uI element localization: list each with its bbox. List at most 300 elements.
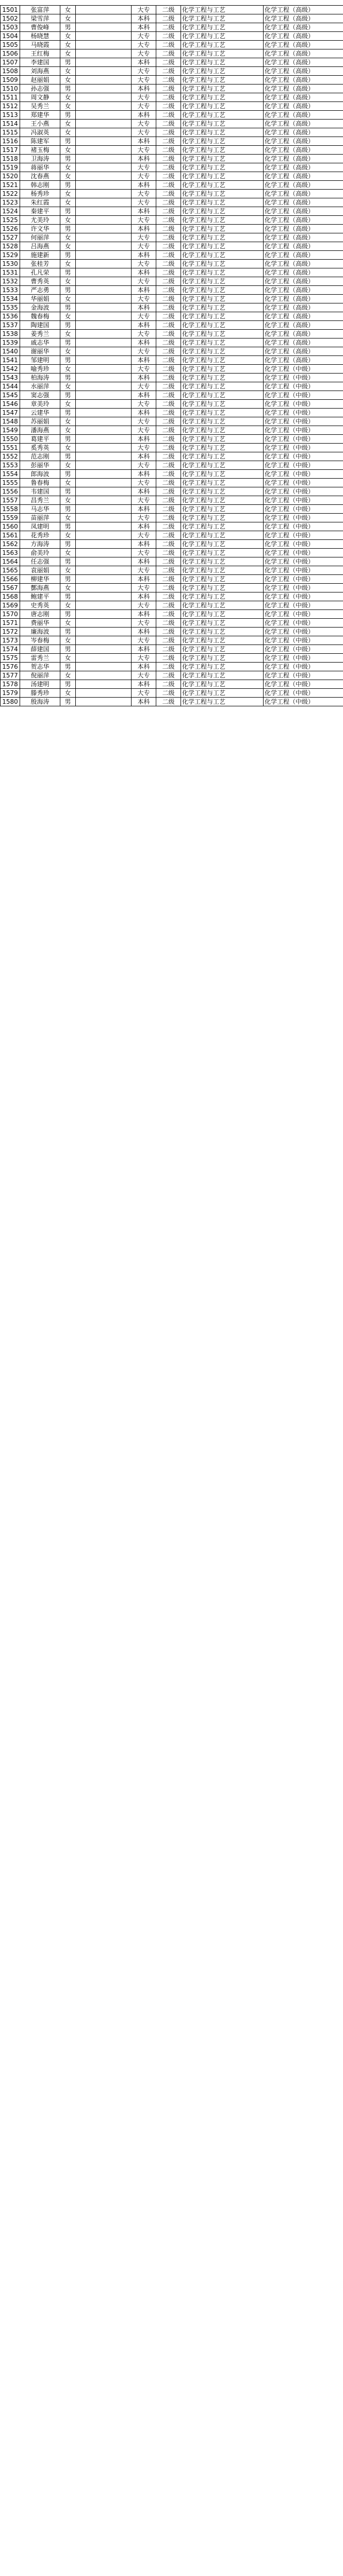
level-cell: 二级 (156, 303, 181, 312)
education-cell: 大专 (132, 216, 156, 225)
gender-cell: 女 (60, 417, 76, 426)
major-cell: 化学工程与工艺 (181, 426, 264, 435)
education-cell: 本科 (132, 645, 156, 654)
person-name: 郑建华 (20, 111, 60, 120)
major-cell: 化学工程与工艺 (181, 295, 264, 303)
gender-cell: 女 (60, 479, 76, 487)
gender-cell: 男 (60, 698, 76, 706)
education-cell: 大专 (132, 233, 156, 242)
person-name: 谢丽华 (20, 347, 60, 356)
level-cell: 二级 (156, 557, 181, 566)
table-row (1, 181, 343, 190)
education-cell: 大专 (132, 636, 156, 645)
table-row (1, 23, 343, 32)
major-cell: 化学工程与工艺 (181, 514, 264, 522)
level-cell: 二级 (156, 426, 181, 435)
unit-cell (76, 84, 132, 93)
table-row (1, 417, 343, 426)
table-row (1, 32, 343, 41)
major-cell: 化学工程与工艺 (181, 303, 264, 312)
unit-cell (76, 198, 132, 207)
certificate-cell: 化学工程（高级） (264, 181, 343, 190)
certificate-cell: 化学工程（中级） (264, 698, 343, 706)
level-cell: 二级 (156, 417, 181, 426)
person-name: 费丽华 (20, 619, 60, 628)
unit-cell (76, 286, 132, 295)
gender-cell: 女 (60, 76, 76, 84)
row-number: 1579 (1, 689, 20, 698)
table-row (1, 242, 343, 251)
gender-cell: 男 (60, 452, 76, 461)
level-cell: 二级 (156, 120, 181, 128)
certificate-cell: 化学工程（高级） (264, 76, 343, 84)
certificate-cell: 化学工程（高级） (264, 321, 343, 330)
level-cell: 二级 (156, 365, 181, 374)
table-row (1, 58, 343, 67)
person-name: 水丽萍 (20, 382, 60, 391)
row-number: 1567 (1, 584, 20, 592)
level-cell: 二级 (156, 93, 181, 102)
certificate-cell: 化学工程（中级） (264, 522, 343, 531)
row-number: 1559 (1, 514, 20, 522)
table-row (1, 514, 343, 522)
certificate-cell: 化学工程（中级） (264, 382, 343, 391)
level-cell: 二级 (156, 233, 181, 242)
person-name: 杨晓慧 (20, 32, 60, 41)
level-cell: 二级 (156, 689, 181, 698)
level-cell: 二级 (156, 444, 181, 452)
level-cell: 二级 (156, 435, 181, 444)
certificate-cell: 化学工程（中级） (264, 470, 343, 479)
row-number: 1517 (1, 146, 20, 155)
education-cell: 大专 (132, 479, 156, 487)
level-cell: 二级 (156, 619, 181, 628)
unit-cell (76, 645, 132, 654)
major-cell: 化学工程与工艺 (181, 338, 264, 347)
level-cell: 二级 (156, 671, 181, 680)
certificate-cell: 化学工程（高级） (264, 242, 343, 251)
unit-cell (76, 365, 132, 374)
level-cell: 二级 (156, 575, 181, 584)
gender-cell: 女 (60, 636, 76, 645)
row-number: 1548 (1, 417, 20, 426)
unit-cell (76, 505, 132, 514)
gender-cell: 男 (60, 58, 76, 67)
row-number: 1563 (1, 549, 20, 557)
major-cell: 化学工程与工艺 (181, 689, 264, 698)
person-name: 刘海燕 (20, 67, 60, 76)
certificate-cell: 化学工程（中级） (264, 628, 343, 636)
unit-cell (76, 698, 132, 706)
unit-cell (76, 435, 132, 444)
education-cell: 大专 (132, 689, 156, 698)
certificate-cell: 化学工程（中级） (264, 540, 343, 549)
major-cell: 化学工程与工艺 (181, 84, 264, 93)
certificate-cell: 化学工程（中级） (264, 444, 343, 452)
gender-cell: 女 (60, 330, 76, 338)
major-cell: 化学工程与工艺 (181, 549, 264, 557)
gender-cell: 女 (60, 120, 76, 128)
major-cell: 化学工程与工艺 (181, 417, 264, 426)
gender-cell: 女 (60, 49, 76, 58)
person-name: 柏海涛 (20, 374, 60, 382)
education-cell: 本科 (132, 680, 156, 689)
row-number: 1580 (1, 698, 20, 706)
gender-cell: 女 (60, 198, 76, 207)
unit-cell (76, 566, 132, 575)
level-cell: 二级 (156, 636, 181, 645)
table-row (1, 645, 343, 654)
unit-cell (76, 663, 132, 671)
certificate-cell: 化学工程（中级） (264, 636, 343, 645)
education-cell: 本科 (132, 137, 156, 146)
person-name: 方海涛 (20, 540, 60, 549)
row-number: 1550 (1, 435, 20, 444)
major-cell: 化学工程与工艺 (181, 452, 264, 461)
row-number: 1536 (1, 312, 20, 321)
person-name: 俞美玲 (20, 549, 60, 557)
level-cell: 二级 (156, 155, 181, 163)
level-cell: 二级 (156, 496, 181, 505)
person-name: 韦建国 (20, 487, 60, 496)
major-cell: 化学工程与工艺 (181, 23, 264, 32)
education-cell: 大专 (132, 190, 156, 198)
unit-cell (76, 93, 132, 102)
person-name: 朱红霞 (20, 198, 60, 207)
gender-cell: 女 (60, 365, 76, 374)
table-row (1, 198, 343, 207)
row-number: 1503 (1, 23, 20, 32)
person-name: 卫海涛 (20, 155, 60, 163)
education-cell: 本科 (132, 111, 156, 120)
level-cell: 二级 (156, 277, 181, 286)
certificate-cell: 化学工程（中级） (264, 680, 343, 689)
person-name: 梁雪萍 (20, 14, 60, 23)
table-row (1, 557, 343, 566)
table-row (1, 496, 343, 505)
person-name: 张富萍 (20, 6, 60, 14)
gender-cell: 女 (60, 347, 76, 356)
person-name: 凤建明 (20, 522, 60, 531)
unit-cell (76, 190, 132, 198)
major-cell: 化学工程与工艺 (181, 190, 264, 198)
roster-table (0, 5, 343, 706)
education-cell: 本科 (132, 575, 156, 584)
person-name: 郎海波 (20, 470, 60, 479)
major-cell: 化学工程与工艺 (181, 540, 264, 549)
education-cell: 大专 (132, 400, 156, 409)
table-row (1, 251, 343, 260)
major-cell: 化学工程与工艺 (181, 610, 264, 619)
person-name: 施建新 (20, 251, 60, 260)
table-row (1, 356, 343, 365)
certificate-cell: 化学工程（中级） (264, 417, 343, 426)
education-cell: 本科 (132, 356, 156, 365)
table-row (1, 636, 343, 645)
level-cell: 二级 (156, 286, 181, 295)
level-cell: 二级 (156, 102, 181, 111)
row-number: 1506 (1, 49, 20, 58)
certificate-cell: 化学工程（中级） (264, 505, 343, 514)
gender-cell: 男 (60, 663, 76, 671)
row-number: 1516 (1, 137, 20, 146)
certificate-cell: 化学工程（高级） (264, 295, 343, 303)
table-row (1, 505, 343, 514)
gender-cell: 男 (60, 505, 76, 514)
level-cell: 二级 (156, 6, 181, 14)
education-cell: 大专 (132, 146, 156, 155)
level-cell: 二级 (156, 84, 181, 93)
gender-cell: 男 (60, 23, 76, 32)
education-cell: 大专 (132, 382, 156, 391)
certificate-cell: 化学工程（高级） (264, 303, 343, 312)
level-cell: 二级 (156, 41, 181, 49)
level-cell: 二级 (156, 382, 181, 391)
unit-cell (76, 120, 132, 128)
certificate-cell: 化学工程（中级） (264, 671, 343, 680)
education-cell: 大专 (132, 654, 156, 663)
person-name: 吕海燕 (20, 242, 60, 251)
gender-cell: 男 (60, 409, 76, 417)
certificate-cell: 化学工程（高级） (264, 93, 343, 102)
major-cell: 化学工程与工艺 (181, 619, 264, 628)
table-row (1, 540, 343, 549)
education-cell: 大专 (132, 32, 156, 41)
unit-cell (76, 584, 132, 592)
education-cell: 本科 (132, 268, 156, 277)
education-cell: 大专 (132, 531, 156, 540)
row-number: 1546 (1, 400, 20, 409)
education-cell: 本科 (132, 207, 156, 216)
level-cell: 二级 (156, 470, 181, 479)
certificate-cell: 化学工程（中级） (264, 496, 343, 505)
table-row (1, 400, 343, 409)
row-number: 1574 (1, 645, 20, 654)
gender-cell: 女 (60, 14, 76, 23)
unit-cell (76, 628, 132, 636)
gender-cell: 男 (60, 610, 76, 619)
gender-cell: 男 (60, 356, 76, 365)
table-row (1, 102, 343, 111)
major-cell: 化学工程与工艺 (181, 628, 264, 636)
major-cell: 化学工程与工艺 (181, 374, 264, 382)
education-cell: 大专 (132, 619, 156, 628)
level-cell: 二级 (156, 268, 181, 277)
certificate-cell: 化学工程（中级） (264, 452, 343, 461)
unit-cell (76, 417, 132, 426)
unit-cell (76, 102, 132, 111)
major-cell: 化学工程与工艺 (181, 575, 264, 584)
row-number: 1509 (1, 76, 20, 84)
education-cell: 大专 (132, 67, 156, 76)
person-name: 华丽娟 (20, 295, 60, 303)
unit-cell (76, 382, 132, 391)
certificate-cell: 化学工程（高级） (264, 286, 343, 295)
table-row (1, 120, 343, 128)
unit-cell (76, 540, 132, 549)
education-cell: 本科 (132, 522, 156, 531)
unit-cell (76, 470, 132, 479)
row-number: 1538 (1, 330, 20, 338)
unit-cell (76, 452, 132, 461)
person-name: 魏春梅 (20, 312, 60, 321)
certificate-cell: 化学工程（中级） (264, 619, 343, 628)
certificate-cell: 化学工程（中级） (264, 391, 343, 400)
unit-cell (76, 426, 132, 435)
row-number: 1527 (1, 233, 20, 242)
table-row (1, 444, 343, 452)
unit-cell (76, 41, 132, 49)
row-number: 1554 (1, 470, 20, 479)
level-cell: 二级 (156, 374, 181, 382)
gender-cell: 女 (60, 163, 76, 172)
certificate-cell: 化学工程（高级） (264, 338, 343, 347)
table-row (1, 374, 343, 382)
certificate-cell: 化学工程（中级） (264, 645, 343, 654)
row-number: 1539 (1, 338, 20, 347)
gender-cell: 女 (60, 549, 76, 557)
certificate-cell: 化学工程（中级） (264, 461, 343, 470)
person-name: 严志勇 (20, 286, 60, 295)
person-name: 陶建国 (20, 321, 60, 330)
table-row (1, 41, 343, 49)
unit-cell (76, 557, 132, 566)
unit-cell (76, 14, 132, 23)
education-cell: 大专 (132, 163, 156, 172)
row-number: 1522 (1, 190, 20, 198)
education-cell: 本科 (132, 540, 156, 549)
education-cell: 大专 (132, 120, 156, 128)
certificate-cell: 化学工程（高级） (264, 155, 343, 163)
row-number: 1513 (1, 111, 20, 120)
person-name: 花秀珍 (20, 531, 60, 540)
person-name: 奚秀英 (20, 444, 60, 452)
row-number: 1545 (1, 391, 20, 400)
unit-cell (76, 233, 132, 242)
major-cell: 化学工程与工艺 (181, 592, 264, 601)
level-cell: 二级 (156, 76, 181, 84)
certificate-cell: 化学工程（中级） (264, 566, 343, 575)
certificate-cell: 化学工程（中级） (264, 435, 343, 444)
gender-cell: 女 (60, 233, 76, 242)
major-cell: 化学工程与工艺 (181, 557, 264, 566)
certificate-cell: 化学工程（中级） (264, 654, 343, 663)
person-name: 苏丽娟 (20, 417, 60, 426)
unit-cell (76, 23, 132, 32)
row-number: 1524 (1, 207, 20, 216)
major-cell: 化学工程与工艺 (181, 49, 264, 58)
unit-cell (76, 321, 132, 330)
row-number: 1528 (1, 242, 20, 251)
unit-cell (76, 487, 132, 496)
level-cell: 二级 (156, 479, 181, 487)
major-cell: 化学工程与工艺 (181, 137, 264, 146)
person-name: 鲁春梅 (20, 479, 60, 487)
certificate-cell: 化学工程（高级） (264, 111, 343, 120)
person-name: 赵丽娟 (20, 76, 60, 84)
table-row (1, 698, 343, 706)
major-cell: 化学工程与工艺 (181, 286, 264, 295)
level-cell: 二级 (156, 680, 181, 689)
unit-cell (76, 172, 132, 181)
certificate-cell: 化学工程（中级） (264, 584, 343, 592)
major-cell: 化学工程与工艺 (181, 14, 264, 23)
unit-cell (76, 610, 132, 619)
row-number: 1564 (1, 557, 20, 566)
certificate-cell: 化学工程（高级） (264, 225, 343, 233)
row-number: 1566 (1, 575, 20, 584)
row-number: 1518 (1, 155, 20, 163)
gender-cell: 女 (60, 619, 76, 628)
row-number: 1556 (1, 487, 20, 496)
person-name: 许文华 (20, 225, 60, 233)
major-cell: 化学工程与工艺 (181, 76, 264, 84)
person-name: 薛建国 (20, 645, 60, 654)
table-row (1, 347, 343, 356)
gender-cell: 女 (60, 190, 76, 198)
education-cell: 本科 (132, 321, 156, 330)
major-cell: 化学工程与工艺 (181, 671, 264, 680)
table-row (1, 487, 343, 496)
certificate-cell: 化学工程（中级） (264, 514, 343, 522)
gender-cell: 男 (60, 111, 76, 120)
person-name: 金海波 (20, 303, 60, 312)
table-row (1, 190, 343, 198)
gender-cell: 女 (60, 584, 76, 592)
level-cell: 二级 (156, 338, 181, 347)
level-cell: 二级 (156, 163, 181, 172)
education-cell: 本科 (132, 663, 156, 671)
table-row (1, 330, 343, 338)
gender-cell: 男 (60, 628, 76, 636)
row-number: 1547 (1, 409, 20, 417)
major-cell: 化学工程与工艺 (181, 242, 264, 251)
row-number: 1541 (1, 356, 20, 365)
person-name: 汤建明 (20, 680, 60, 689)
person-name: 王红梅 (20, 49, 60, 58)
unit-cell (76, 216, 132, 225)
row-number: 1502 (1, 14, 20, 23)
table-row (1, 663, 343, 671)
table-row (1, 680, 343, 689)
gender-cell: 女 (60, 146, 76, 155)
unit-cell (76, 128, 132, 137)
unit-cell (76, 268, 132, 277)
certificate-cell: 化学工程（高级） (264, 233, 343, 242)
unit-cell (76, 409, 132, 417)
row-number: 1558 (1, 505, 20, 514)
person-name: 彭丽华 (20, 461, 60, 470)
gender-cell: 男 (60, 321, 76, 330)
education-cell: 大专 (132, 566, 156, 575)
education-cell: 大专 (132, 426, 156, 435)
row-number: 1534 (1, 295, 20, 303)
row-number: 1501 (1, 6, 20, 14)
person-name: 柳建华 (20, 575, 60, 584)
certificate-cell: 化学工程（高级） (264, 330, 343, 338)
unit-cell (76, 163, 132, 172)
table-row (1, 531, 343, 540)
gender-cell: 女 (60, 566, 76, 575)
major-cell: 化学工程与工艺 (181, 146, 264, 155)
gender-cell: 男 (60, 592, 76, 601)
person-name: 尤美玲 (20, 216, 60, 225)
table-row (1, 146, 343, 155)
table-row (1, 549, 343, 557)
table-row (1, 155, 343, 163)
gender-cell: 男 (60, 575, 76, 584)
education-cell: 本科 (132, 557, 156, 566)
